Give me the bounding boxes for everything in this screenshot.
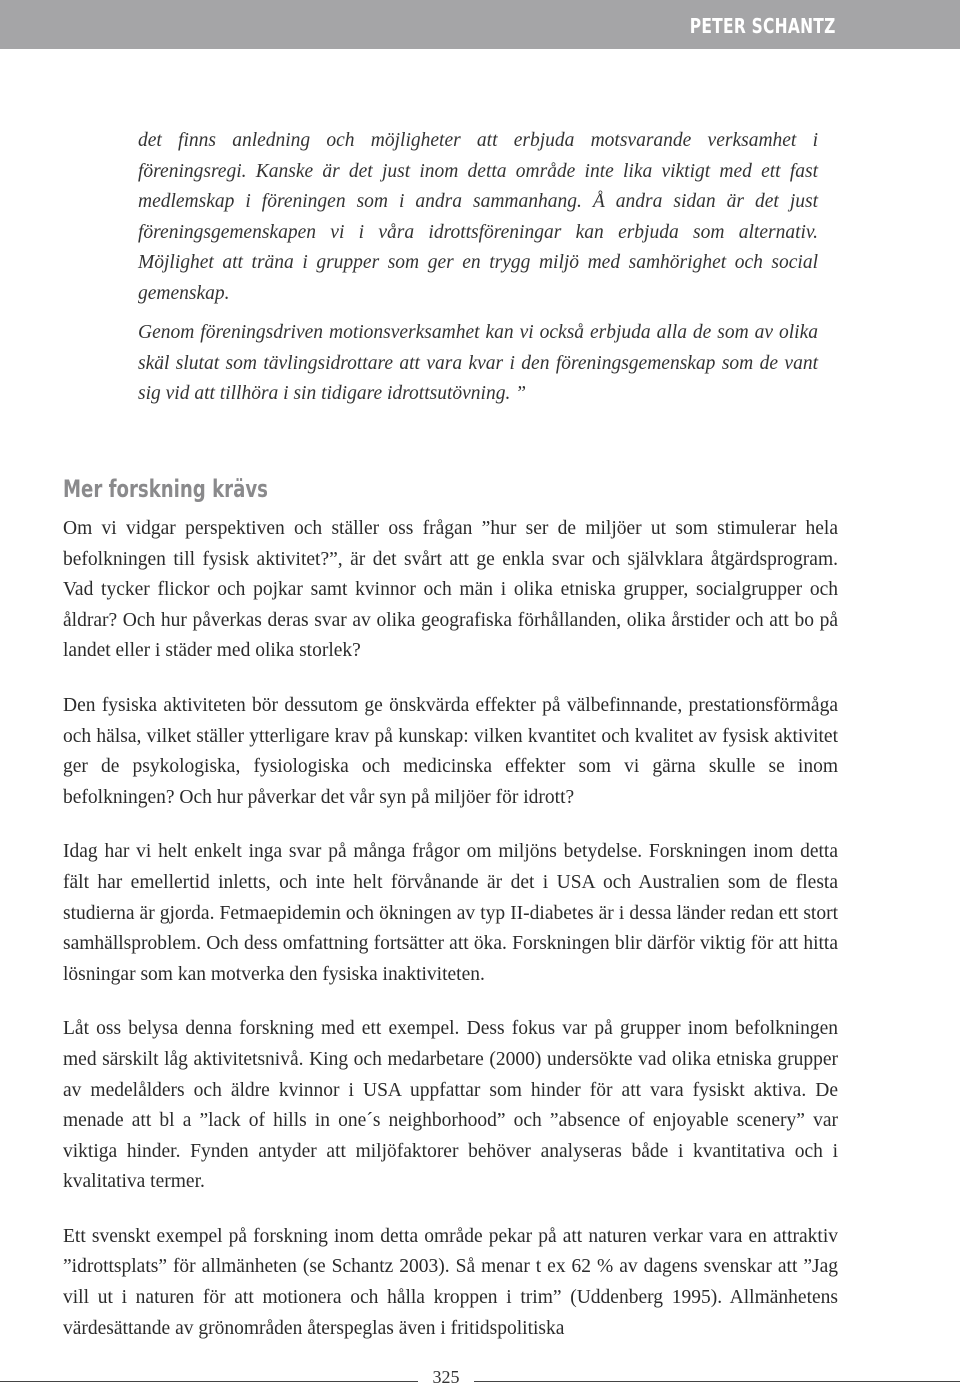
page-number: 325 [432, 1367, 460, 1387]
quote-block [138, 126, 818, 419]
footer-rule-left [0, 1381, 418, 1382]
body-paragraph: Idag har vi helt enkelt inga svar på många frågor om miljöns betydelse. Forskningen inom detta fält har emellertid inletts, och inte helt förvånande är det i USA och Australien som de flesta studierna är gjorda. Fetmaepidemin och ökningen av typ II-diabetes är i dessa länder redan ett stort samhällsproblem. Och dess omfattning fortsätter att öka. Forskningen blir därför viktig för att hitta lösningar som kan motverka den fysiska inaktiviteten. [63, 841, 838, 985]
body-paragraph: Om vi vidgar perspektiven och ställer oss frågan ”hur ser de miljöer ut som stimulerar hela befolkningen till fysisk aktivitet?”, är det svårt att ge enkla svar och självklara åtgärdsprogram. Vad tycker flickor och pojkar samt kvinnor och män i olika etniska grupper, socialgrupper och åldrar? Och hur påverkas deras svar av olika geografiska förhållanden, olika årstider och att bo på landet eller i städer med olika storlek? [63, 518, 838, 662]
body-paragraph: Låt oss belysa denna forskning med ett exempel. Dess fokus var på grupper inom befolkningen med särskilt låg aktivitetsnivå. King och medarbetare (2000) undersökte vad olika etniska grupper av medelålders och äldre kvinnor i USA uppfattar som hinder för att vara fysiskt aktiva. De menade att bl a ”lack of hills in one´s neighborhood” och ”absence of enjoyable scenery” var viktiga hinder. Fynden antyder att miljöfaktorer behöver analyseras både i kvantitativa och i kvalitativa termer. [63, 1018, 838, 1193]
footer-rule-right [474, 1381, 960, 1382]
body-paragraph: Ett svenskt exempel på forskning inom detta område pekar på att naturen verkar vara en attraktiv ”idrottsplats” för allmänheten (se Schantz 2003). Så menar t ex 62 % av dagens svenskar att ”Jag vill ut i naturen för att motionera och hålla kroppen i trim” (Uddenberg 1995). Allmänhetens värdesättande av grönområden återspeglas även i fritidspolitiska [63, 1225, 838, 1339]
section-heading: Mer forskning krävs [63, 475, 268, 503]
header-divider [0, 49, 960, 52]
running-head: PETER SCHANTZ [690, 14, 836, 38]
quote-paragraph: Genom föreningsdriven motionsverksamhet kan vi också erbjuda alla de som av olika skäl slutat som tävlingsidrottare att vara kvar i den föreningsgemenskap som de vant sig vid att tillhöra i sin tidigare idrottsutövning. ” [138, 322, 818, 404]
body-paragraph: Den fysiska aktiviteten bör dessutom ge önskvärda effekter på välbefinnande, prestationsförmåga och hälsa, vilket ställer ytterligare krav på kunskap: vilken kvantitet och kvalitet av fysisk aktivitet ger de psykologiska, fysiologiska och medicinska effekter som vi gärna skulle se inom befolkningen? Och hur påverkar det vår syn på miljöer för idrott? [63, 694, 838, 808]
main-text [63, 474, 838, 1368]
quote-paragraph: det finns anledning och möjligheter att erbjuda motsvarande verksamhet i föreningsregi. Kanske är det just inom detta område inte lika viktigt med ett fast medlemskap i föreningen som i andra sammanhang. Å andra sidan är det just föreningsgemenskapen vi i våra idrottsföreningar kan erbjuda som alternativ. Möjlighet att träna i grupper som ger en trygg miljö med samhörighet och social gemenskap. [138, 130, 818, 304]
